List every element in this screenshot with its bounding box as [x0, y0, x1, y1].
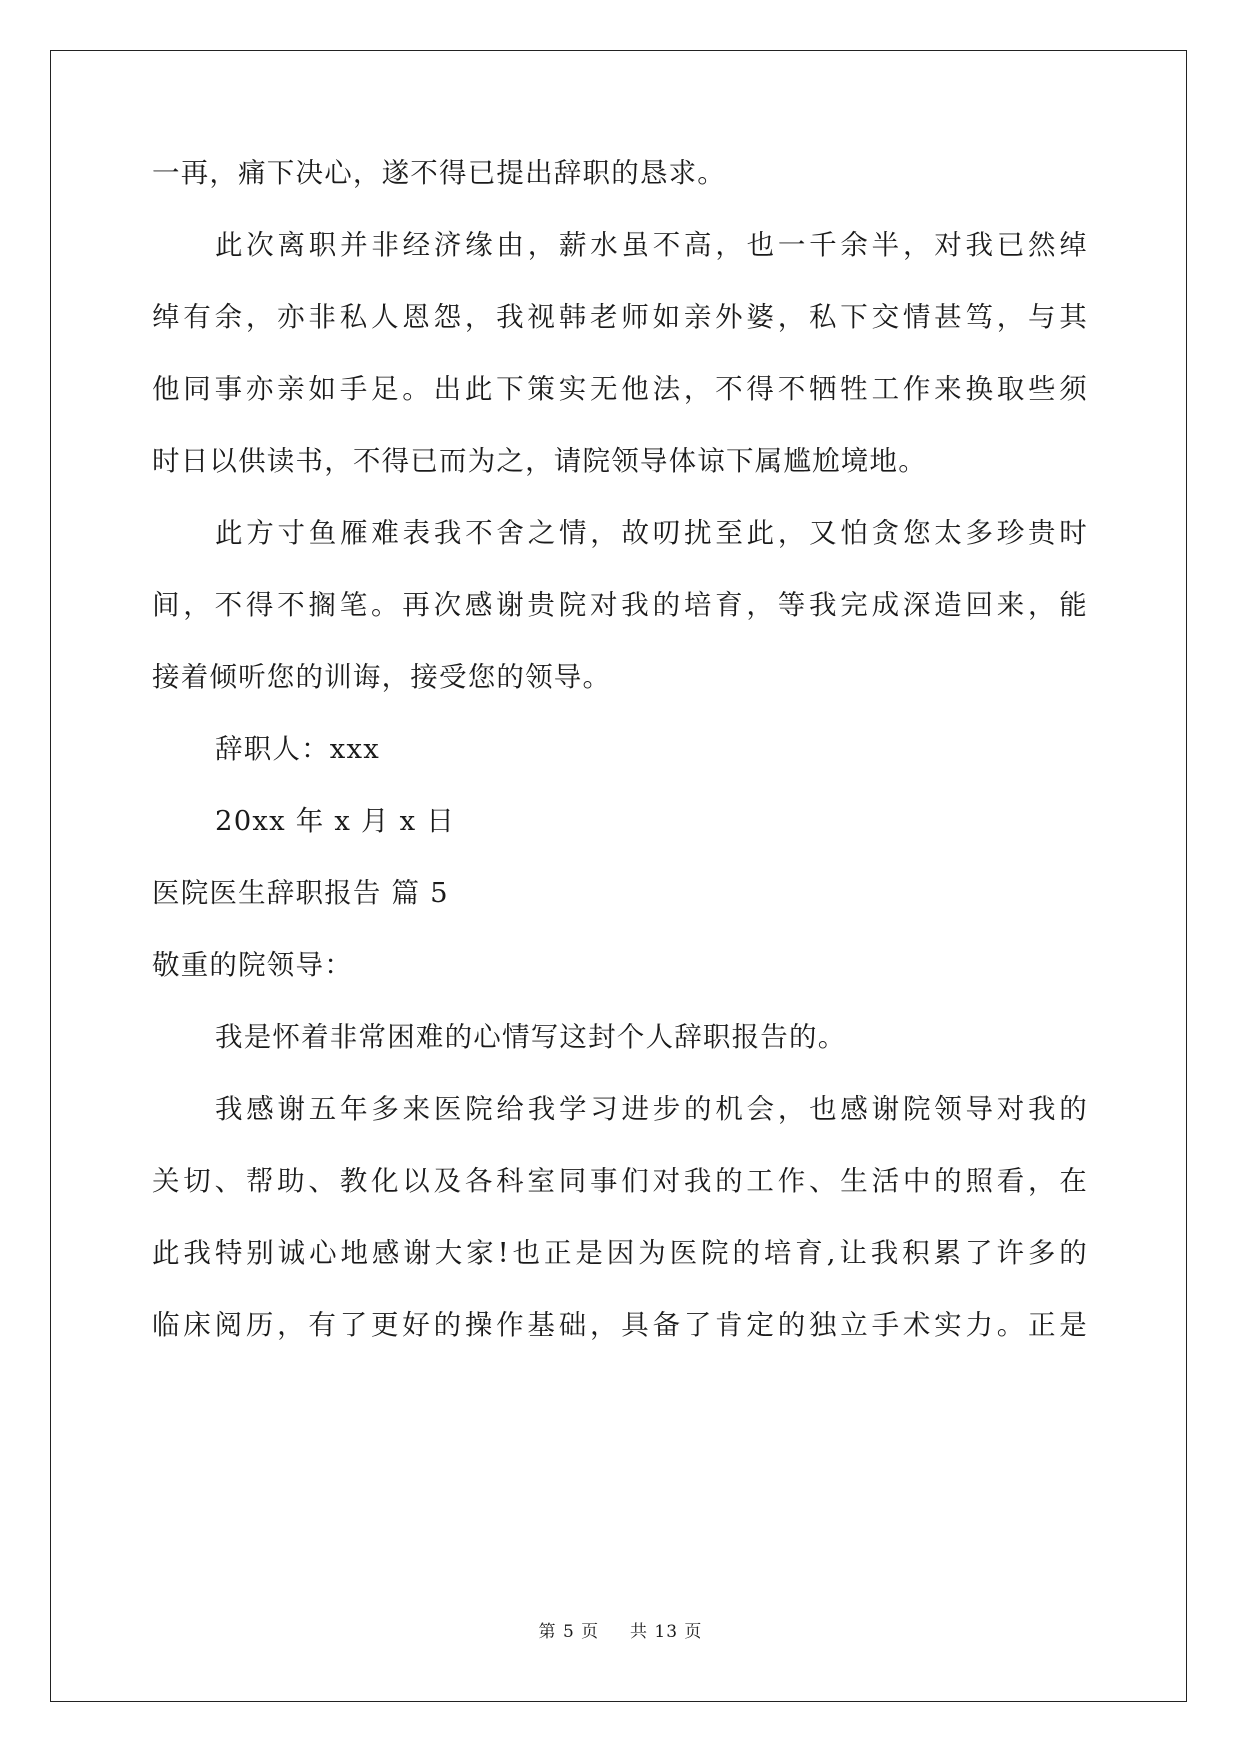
page-total: 共 13 页 [629, 1622, 703, 1642]
paragraph-line: 接着倾听您的训诲，接受您的领导。 [152, 661, 612, 693]
signature-line: 辞职人：xxx [215, 733, 380, 765]
paragraph-line: 此我特别诚心地感谢大家!也正是因为医院的培育,让我积累了许多的 [152, 1237, 1088, 1269]
paragraph-line: 我是怀着非常困难的心情写这封个人辞职报告的。 [215, 1021, 847, 1053]
paragraph-line: 此方寸鱼雁难表我不舍之情，故叨扰至此，又怕贪您太多珍贵时 [215, 517, 1088, 549]
paragraph-line: 时日以供读书，不得已而为之，请院领导体谅下属尴尬境地。 [152, 445, 927, 477]
paragraph-line: 一再，痛下决心，遂不得已提出辞职的恳求。 [152, 157, 726, 189]
paragraph-line: 绰有余，亦非私人恩怨，我视韩老师如亲外婆，私下交情甚笃，与其 [152, 301, 1088, 333]
paragraph-line: 他同事亦亲如手足。出此下策实无他法，不得不牺牲工作来换取些须 [152, 373, 1088, 405]
paragraph-line: 临床阅历，有了更好的操作基础，具备了肯定的独立手术实力。正是 [152, 1309, 1088, 1341]
date-line: 20xx 年 x 月 x 日 [215, 805, 456, 837]
paragraph-line: 间，不得不搁笔。再次感谢贵院对我的培育，等我完成深造回来，能 [152, 589, 1088, 621]
paragraph-line: 此次离职并非经济缘由，薪水虽不高，也一千余半，对我已然绰 [215, 229, 1088, 261]
paragraph-line: 我感谢五年多来医院给我学习进步的机会，也感谢院领导对我的 [215, 1093, 1088, 1125]
salutation: 敬重的院领导： [152, 949, 353, 981]
page-footer [0, 1620, 1241, 1644]
paragraph-line: 关切、帮助、教化以及各科室同事们对我的工作、生活中的照看，在 [152, 1165, 1088, 1197]
page-number: 第 5 页 [538, 1622, 600, 1642]
section-heading: 医院医生辞职报告 篇 5 [152, 877, 449, 909]
